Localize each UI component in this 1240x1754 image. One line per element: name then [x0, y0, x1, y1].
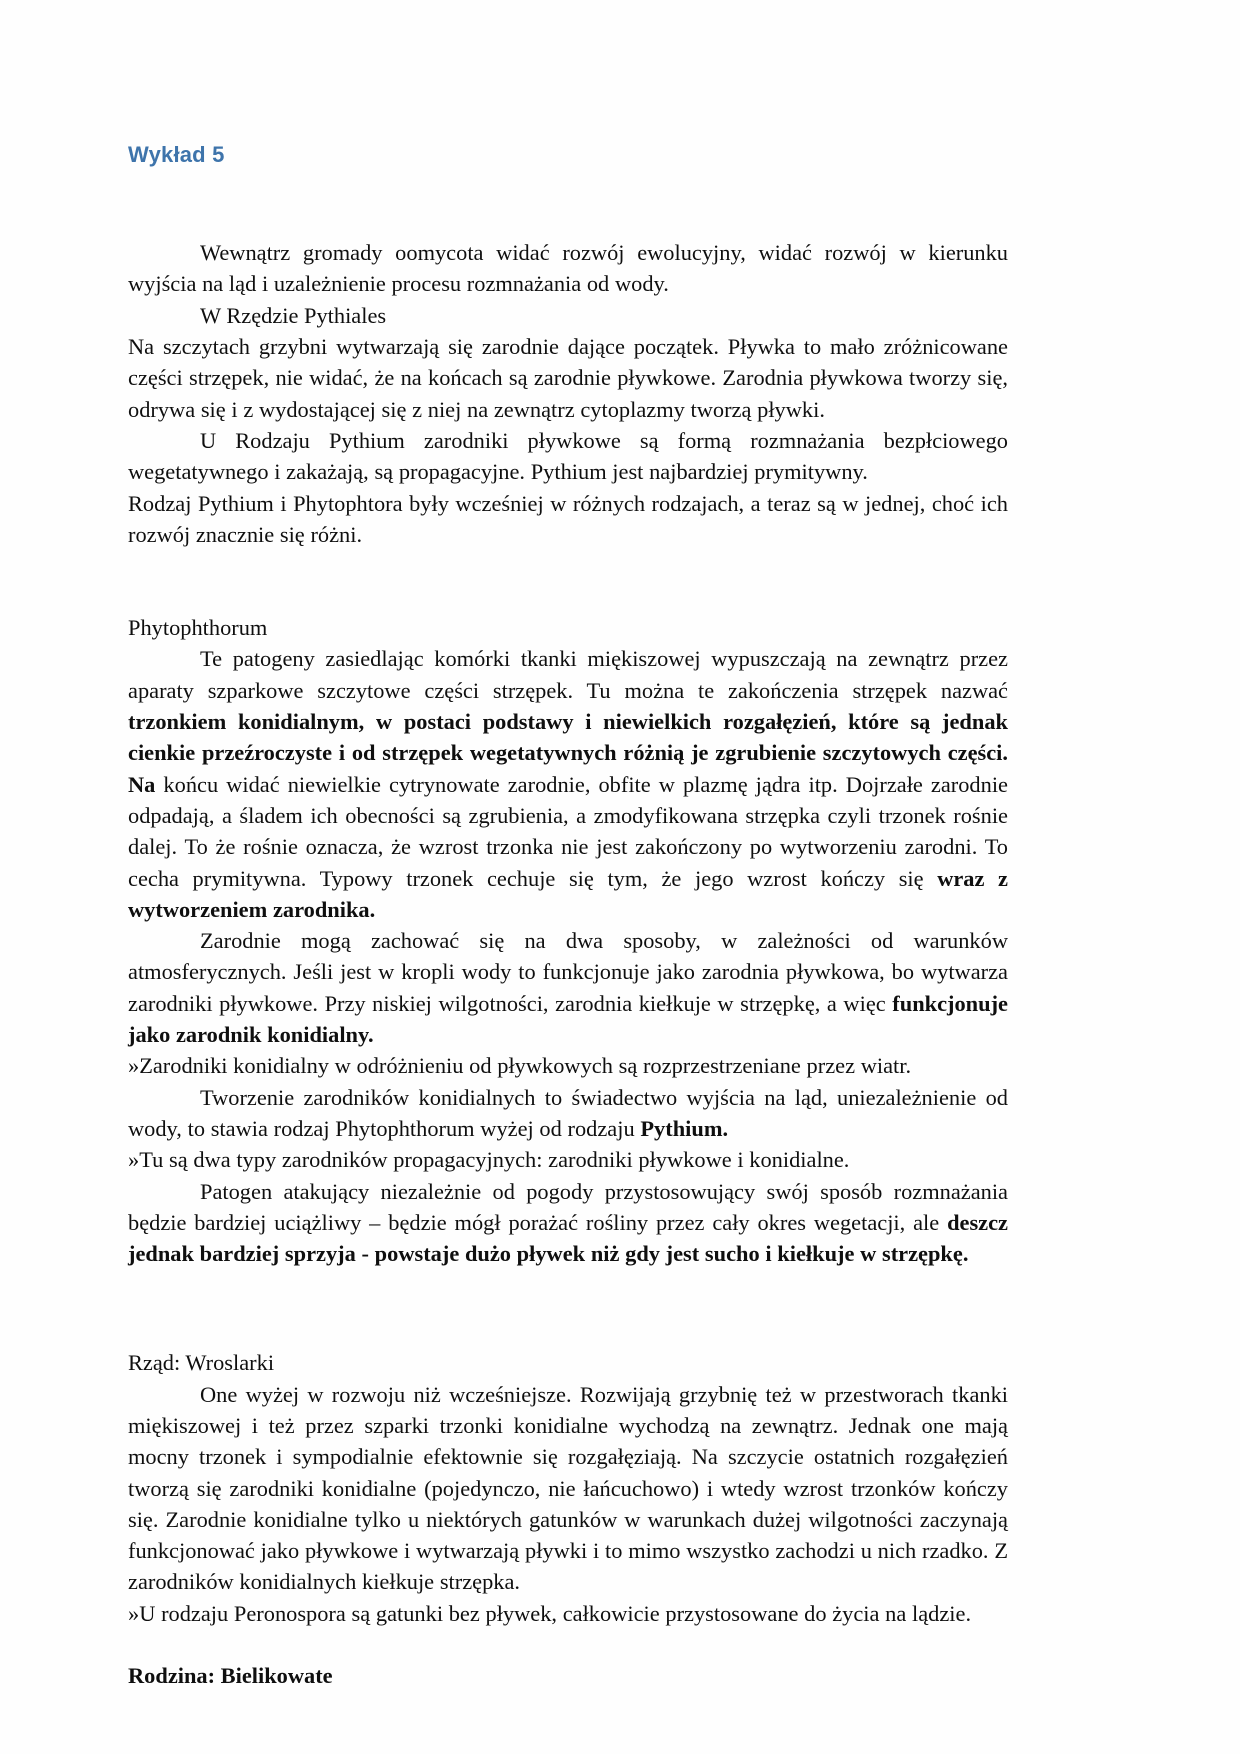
paragraph-pythium-genus: U Rodzaju Pythium zarodniki pływkowe są formą rozmnażania bezpłciowego wegetatywnego i zakażają, są propagacyjne. Pythium jest najbardziej prymitywny. — [128, 427, 1008, 485]
note-peronospora: »U rodzaju Peronospora są gatunki bez pływek, całkowicie przystosowane do życia na lądzie. — [128, 1600, 972, 1626]
page-title: Wykład 5 — [128, 142, 225, 167]
paragraph-pythium-phytophtora: Rodzaj Pythium i Phytophtora były wcześniej w różnych rodzajach, a teraz są w jednej, choć ich rozwój znacznie się różni. — [128, 490, 1008, 547]
note-dwa-typy-zarodnikow: »Tu są dwa typy zarodników propagacyjnych: zarodniki pływkowe i konidialne. — [128, 1147, 850, 1173]
page-content-area — [128, 143, 1008, 1691]
paragraph-patogen — [128, 1176, 1008, 1270]
paragraph-zarodnie-bold: funkcjonuje jako zarodnik konidialny. — [128, 990, 1008, 1048]
paragraph-phytophthorum-bold-b: wraz z wytworzeniem zarodnika. — [128, 865, 1008, 922]
paragraph-tworzenie-bold: Pythium. — [640, 1115, 729, 1141]
heading-rzad-wroslarki: Rząd: Wroslarki — [128, 1350, 275, 1376]
paragraph-tworzenie-text: Tworzenie zarodników konidialnych to świadectwo wyjścia na ląd, uniezależnienie od wody, to stawia rodzaj Phytophthorum wyżej od rodzaju — [128, 1084, 1008, 1141]
spacer-before-phytophthorum — [128, 550, 1008, 612]
paragraph-patogen-bold: deszcz jednak bardziej sprzyja - powstaje dużo pływek niż gdy jest sucho i kiełkuje w strzępkę. — [128, 1209, 1008, 1267]
heading-rzad-pythiales: W Rzędzie Pythiales — [200, 302, 387, 328]
paragraph-tworzenie-zarodnikow — [128, 1082, 1008, 1145]
paragraph-phytophthorum-bold-a: trzonkiem konidialnym, w postaci podstawy i niewielkich rozgałęzień, które są jednak cienkie przeźroczyste i od strzępek wegetatywnych różnią je zgrubienie szczytowych części. Na — [128, 709, 1008, 797]
spacer-before-wroslarki — [128, 1269, 1008, 1347]
spacer-before-bielikowate — [128, 1629, 1008, 1660]
paragraph-zarodnie-text: Zarodnie mogą zachować się na dwa sposoby, w zależności od warunków atmosferycznych. Jeśli jest w kropli wody to funkcjonuje jako zarodnia pływkowa, bo wytwarza zarodniki pływkowe. Przy niskiej wilgotności, zarodnia kiełkuje w strzępkę, a więc — [128, 928, 1008, 1016]
paragraph-pythiales-body: Na szczytach grzybni wytwarzają się zarodnie dające początek. Pływka to mało zróżnicowane części strzępek, nie widać, że na końcach są zarodnie pływkowe. Zarodnia pływkowa tworzy się, odrywa się i z wydostającej się z niej na zewnątrz cytoplazmy tworzą pływki. — [128, 334, 1008, 422]
heading-phytophthorum: Phytophthorum — [128, 615, 268, 641]
note-zarodniki-konidialny: »Zarodniki konidialny w odróżnieniu od pływkowych są rozprzestrzeniane przez wiatr. — [128, 1053, 912, 1079]
paragraph-intro: Wewnątrz gromady oomycota widać rozwój ewolucyjny, widać rozwój w kierunku wyjścia na ląd i uzależnienie procesu rozmnażania od wody. — [128, 240, 1008, 297]
paragraph-patogen-text: Patogen atakujący niezależnie od pogody przystosowujący swój sposób rozmnażania będzie bardziej uciążliwy – będzie mógł porażać rośliny przez cały okres wegetacji, ale — [128, 1178, 1008, 1235]
paragraph-phytophthorum-body — [128, 643, 1008, 925]
paragraph-zarodnie-modes — [128, 925, 1008, 1050]
paragraph-phytophthorum-text-a: Te patogeny zasiedlając komórki tkanki miękiszowej wypuszczają na zewnątrz przez aparaty szparkowe szczytowe części strzępek. Tu można te zakończenia strzępek nazwać — [128, 646, 1008, 703]
heading-rodzina-bielikowate: Rodzina: Bielikowate — [128, 1663, 333, 1689]
paragraph-phytophthorum-text-b: końcu widać niewielkie cytrynowate zarodnie, obfite w plazmę jądra itp. Dojrzałe zarodnie odpadają, a śladem ich obecności są zgrubienia, a zmodyfikowana strzępka czyli trzonek rośnie dalej. To że rośnie oznacza, że wzrost trzonka nie jest zakończony po wytworzeniu zarodni. To cecha prymitywna. Typowy trzonek cechuje się tym, że jego wzrost kończy się — [128, 771, 1008, 891]
paragraph-wroslarki-body: One wyżej w rozwoju niż wcześniejsze. Rozwijają grzybnię też w przestworach tkanki miękiszowej i też przez szparki trzonki konidialne wychodzą na zewnątrz. Jednak one mają mocny trzonek i sympodialnie efektownie się rozgałęziają. Na szczycie ostatnich rozgałęzień tworzą się zarodniki konidialne (pojedynczo, nie łańcuchowo) i wtedy wzrost trzonków kończy się. Zarodnie konidialne tylko u niektórych gatunków w warunkach dużej wilgotności zaczynają funkcjonować jako pływkowe i wytwarzają pływki i to mimo wszystko zachodzi u nich rzadko. Z zarodników konidialnych kiełkuje strzępka. — [128, 1381, 1008, 1595]
